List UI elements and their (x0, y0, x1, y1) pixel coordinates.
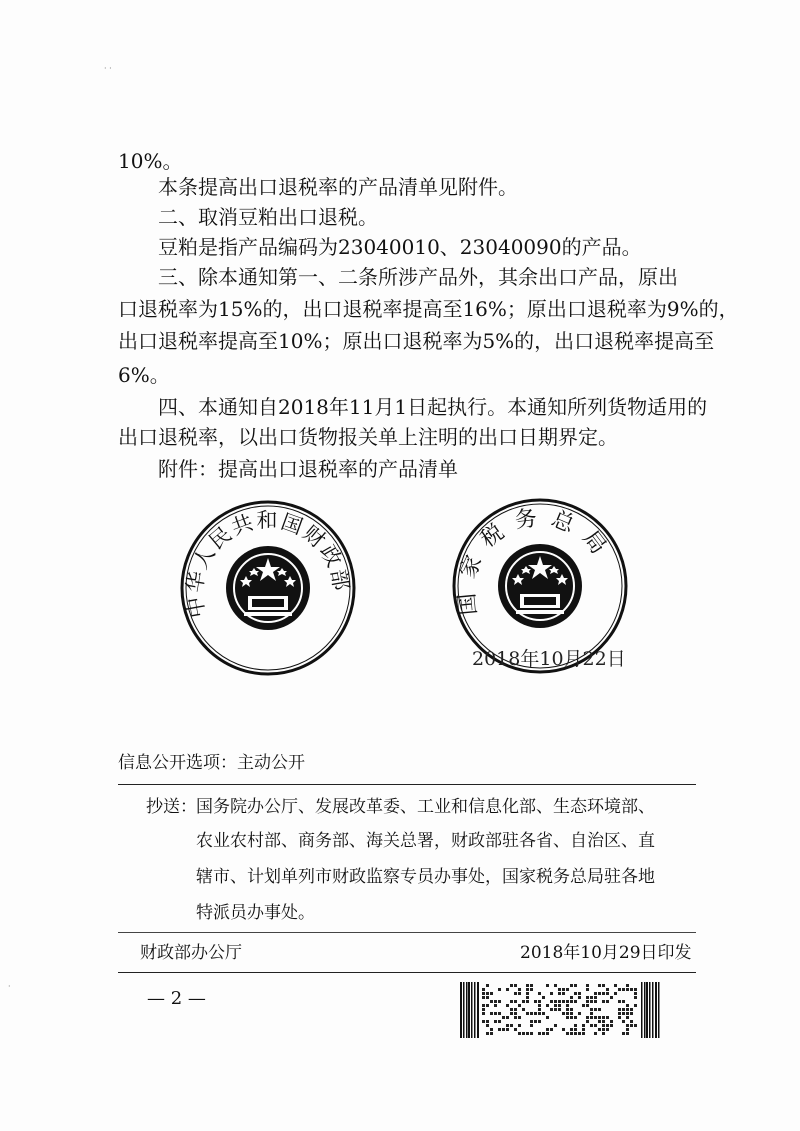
barcode-module (526, 992, 529, 995)
right-seal-text: 国家税务总局 (453, 505, 618, 617)
barcode-module (510, 1024, 513, 1027)
barcode-module (566, 1032, 569, 1035)
barcode-module (618, 1012, 621, 1015)
barcode-module (570, 1028, 573, 1031)
barcode-module (574, 1016, 577, 1019)
barcode-module (554, 1024, 557, 1027)
barcode-module (590, 1016, 593, 1019)
barcode-module (482, 1012, 485, 1015)
barcode-module (602, 1024, 605, 1027)
barcode-module (582, 1004, 585, 1007)
barcode-module (502, 1028, 505, 1031)
cc-line-2: 农业农村部、商务部、海关总署，财政部驻各省、自治区、直 (196, 831, 655, 851)
barcode-module (538, 992, 541, 995)
barcode-module (622, 1032, 625, 1035)
barcode-module (590, 1024, 593, 1027)
barcode-module (578, 1012, 581, 1015)
body-line-7: 出口退税率提高至10%；原出口退税率为5%的，出口退税率提高至 (118, 329, 715, 353)
barcode-module (538, 1008, 541, 1011)
barcode-module (618, 988, 621, 991)
barcode-module (602, 984, 605, 987)
seal-date: 2018年10月22日 (472, 648, 626, 670)
barcode-module (578, 996, 581, 999)
barcode-module (614, 992, 617, 995)
barcode-module (566, 1016, 569, 1019)
barcode-module (542, 996, 545, 999)
barcode-module (606, 1028, 609, 1031)
barcode-module (514, 1008, 517, 1011)
body-line-10: 出口退税率，以出口货物报关单上注明的出口日期界定。 (118, 425, 618, 449)
barcode-module (514, 1000, 517, 1003)
body-line-6: 口退税率为15%的，出口退税率提高至16%；原出口退税率为9%的， (118, 297, 739, 321)
barcode-module (526, 996, 529, 999)
barcode-module (586, 1004, 589, 1007)
body-line-3: 二、取消豆粕出口退税。 (158, 205, 378, 229)
barcode-module (602, 992, 605, 995)
barcode-module (538, 1032, 541, 1035)
barcode-module (482, 1004, 485, 1007)
barcode-module (538, 1000, 541, 1003)
barcode-module (510, 1012, 513, 1015)
barcode-module (586, 1020, 589, 1023)
barcode-module (534, 1000, 537, 1003)
barcode-module (630, 1020, 633, 1023)
barcode-module (486, 996, 489, 999)
barcode-module (610, 1020, 613, 1023)
barcode-module (574, 984, 577, 987)
barcode-module (510, 984, 513, 987)
barcode-module (590, 1012, 593, 1015)
barcode-module (582, 1028, 585, 1031)
barcode-module (586, 984, 589, 987)
barcode-module (598, 1020, 601, 1023)
barcode-module (550, 992, 553, 995)
barcode-module (586, 996, 589, 999)
body-line-9: 四、本通知自2018年11月1日起执行。本通知所列货物适用的 (158, 395, 708, 419)
barcode-module (534, 1012, 537, 1015)
barcode-bar (655, 982, 657, 1038)
barcode-module (498, 1020, 501, 1023)
barcode-module (630, 988, 633, 991)
barcode-module (622, 988, 625, 991)
barcode-module (546, 1016, 549, 1019)
body-line-5: 三、除本通知第一、二条所涉产品外，其余出口产品，原出 (158, 265, 678, 289)
barcode-module (566, 1008, 569, 1011)
barcode-module (634, 1024, 637, 1027)
barcode-module (594, 1024, 597, 1027)
barcode-module (598, 1028, 601, 1031)
barcode-module (550, 1008, 553, 1011)
barcode-module (562, 992, 565, 995)
barcode-module (570, 1000, 573, 1003)
barcode-module (630, 1012, 633, 1015)
barcode-module (570, 1032, 573, 1035)
barcode-module (598, 984, 601, 987)
barcode-module (538, 1012, 541, 1015)
barcode-module (606, 992, 609, 995)
barcode-module (514, 992, 517, 995)
barcode-bar (474, 982, 476, 1038)
barcode-module (526, 984, 529, 987)
barcode-module (530, 1020, 533, 1023)
barcode-module (582, 1024, 585, 1027)
divider-middle (118, 932, 696, 933)
barcode-module (490, 1012, 493, 1015)
barcode-module (614, 984, 617, 987)
barcode-module (594, 1016, 597, 1019)
left-seal-text: 中华人民共和国财政部 (182, 508, 354, 620)
cc-line-1: 国务院办公厅、发展改革委、工业和信息化部、生态环境部、 (196, 797, 655, 817)
barcode-module (566, 988, 569, 991)
barcode-module (554, 1008, 557, 1011)
barcode-module (626, 1016, 629, 1019)
barcode-module (486, 984, 489, 987)
barcode-module (510, 1000, 513, 1003)
barcode-module (498, 1000, 501, 1003)
barcode-module (554, 1000, 557, 1003)
barcode-bar (460, 982, 462, 1038)
barcode-module (626, 1004, 629, 1007)
barcode-bar (471, 982, 473, 1038)
barcode-module (502, 1016, 505, 1019)
barcode-module (622, 1012, 625, 1015)
barcode-module (602, 1020, 605, 1023)
barcode-module (558, 992, 561, 995)
barcode-module (586, 1016, 589, 1019)
barcode-module (494, 1020, 497, 1023)
barcode-module (606, 988, 609, 991)
barcode-module (570, 984, 573, 987)
barcode-module (506, 1024, 509, 1027)
barcode-module (518, 1004, 521, 1007)
barcode-module (606, 1000, 609, 1003)
barcode-module (490, 992, 493, 995)
barcode-module (550, 1000, 553, 1003)
national-emblem-icon (498, 544, 582, 628)
barcode-bar (468, 982, 470, 1038)
barcode-module (506, 1028, 509, 1031)
barcode-module (530, 988, 533, 991)
body-line-2: 本条提高出口退税率的产品清单见附件。 (158, 175, 518, 199)
barcode-module (574, 1024, 577, 1027)
barcode-module (538, 1020, 541, 1023)
barcode-module (602, 1000, 605, 1003)
barcode-module (486, 1004, 489, 1007)
barcode-module (530, 1032, 533, 1035)
barcode-module (570, 1016, 573, 1019)
barcode-module (486, 1032, 489, 1035)
barcode-module (570, 1008, 573, 1011)
barcode-module (506, 1004, 509, 1007)
barcode-module (482, 992, 485, 995)
barcode-module (626, 988, 629, 991)
body-line-8: 6%。 (118, 363, 170, 387)
body-line-4: 豆粕是指产品编码为23040010、23040090的产品。 (158, 235, 642, 259)
barcode-module (558, 1000, 561, 1003)
barcode-module (554, 1004, 557, 1007)
cc-line-3: 辖市、计划单列市财政监察专员办事处，国家税务总局驻各地 (196, 867, 655, 887)
barcode-module (598, 1016, 601, 1019)
barcode-module (594, 992, 597, 995)
barcode-module (618, 1016, 621, 1019)
barcode-module (602, 1028, 605, 1031)
barcode-module (514, 1028, 517, 1031)
barcode-module (550, 1028, 553, 1031)
ministry-of-finance-seal (178, 498, 358, 678)
barcode-module (534, 1020, 537, 1023)
barcode-module (594, 1032, 597, 1035)
barcode-module (506, 1016, 509, 1019)
barcode-bar (463, 982, 465, 1038)
barcode-module (518, 992, 521, 995)
barcode-module (626, 1012, 629, 1015)
barcode-module (602, 1016, 605, 1019)
barcode-module (526, 1012, 529, 1015)
barcode-module (606, 1024, 609, 1027)
barcode-module (578, 1032, 581, 1035)
barcode-module (626, 1028, 629, 1031)
barcode-bar (466, 982, 468, 1038)
barcode-module (482, 1008, 485, 1011)
cc-label: 抄送： (146, 797, 197, 817)
barcode-module (558, 988, 561, 991)
barcode-module (626, 984, 629, 987)
barcode-bar (658, 982, 660, 1038)
barcode-module (494, 1000, 497, 1003)
barcode-module (554, 984, 557, 987)
barcode (460, 982, 660, 1038)
cc-line-4: 特派员办事处。 (196, 903, 315, 923)
barcode-module (518, 1024, 521, 1027)
barcode-module (518, 988, 521, 991)
barcode-module (570, 1012, 573, 1015)
barcode-module (546, 984, 549, 987)
barcode-module (490, 1000, 493, 1003)
barcode-module (618, 1008, 621, 1011)
barcode-module (634, 996, 637, 999)
barcode-module (630, 1024, 633, 1027)
barcode-module (610, 1024, 613, 1027)
barcode-module (610, 996, 613, 999)
barcode-module (626, 1008, 629, 1011)
barcode-module (546, 1004, 549, 1007)
scan-speck: · · (104, 64, 112, 73)
barcode-module (526, 988, 529, 991)
barcode-module (586, 988, 589, 991)
barcode-module (514, 1012, 517, 1015)
barcode-module (530, 984, 533, 987)
barcode-module (618, 1000, 621, 1003)
barcode-module (622, 1020, 625, 1023)
barcode-module (526, 1032, 529, 1035)
barcode-module (566, 1012, 569, 1015)
barcode-module (602, 1032, 605, 1035)
barcode-bar (649, 982, 651, 1038)
barcode-module (558, 1004, 561, 1007)
barcode-module (566, 1000, 569, 1003)
barcode-bar (477, 982, 479, 1038)
barcode-module (530, 1012, 533, 1015)
barcode-bar (644, 982, 646, 1038)
barcode-module (490, 1028, 493, 1031)
barcode-module (546, 1028, 549, 1031)
barcode-module (586, 1000, 589, 1003)
page-number: — 2 — (147, 988, 206, 1009)
scan-speck: · (8, 982, 11, 991)
barcode-bar (652, 982, 654, 1038)
barcode-module (590, 996, 593, 999)
barcode-module (514, 1016, 517, 1019)
barcode-module (486, 1020, 489, 1023)
barcode-module (598, 1008, 601, 1011)
barcode-module (622, 1008, 625, 1011)
barcode-module (498, 1012, 501, 1015)
barcode-module (506, 988, 509, 991)
barcode-module (518, 1016, 521, 1019)
body-line-1: 10%。 (118, 149, 183, 173)
barcode-module (598, 992, 601, 995)
divider-top (118, 784, 696, 785)
barcode-module (514, 984, 517, 987)
barcode-module (546, 1032, 549, 1035)
issue-date: 2018年10月29日印发 (520, 943, 692, 963)
barcode-module (542, 1032, 545, 1035)
barcode-bar (641, 982, 643, 1038)
barcode-module (530, 1024, 533, 1027)
barcode-module (522, 1008, 525, 1011)
barcode-module (630, 1008, 633, 1011)
barcode-module (526, 1000, 529, 1003)
barcode-module (594, 1008, 597, 1011)
barcode-module (626, 1024, 629, 1027)
barcode-module (562, 1028, 565, 1031)
barcode-module (634, 1004, 637, 1007)
barcode-module (498, 988, 501, 991)
barcode-bar (646, 982, 648, 1038)
barcode-module (582, 1032, 585, 1035)
barcode-module (622, 1000, 625, 1003)
barcode-module (486, 992, 489, 995)
barcode-module (574, 1032, 577, 1035)
barcode-module (562, 1012, 565, 1015)
national-emblem-icon (226, 546, 310, 630)
barcode-module (594, 1000, 597, 1003)
barcode-module (634, 988, 637, 991)
barcode-module (590, 1008, 593, 1011)
disclosure-option: 信息公开选项：主动公开 (118, 753, 305, 773)
issuer: 财政部办公厅 (140, 943, 242, 963)
barcode-module (574, 992, 577, 995)
barcode-module (522, 1032, 525, 1035)
divider-bottom (118, 972, 696, 973)
barcode-module (574, 1028, 577, 1031)
barcode-module (594, 996, 597, 999)
barcode-module (574, 1000, 577, 1003)
barcode-module (498, 1028, 501, 1031)
barcode-module (566, 1004, 569, 1007)
barcode-module (562, 1000, 565, 1003)
attachment-line: 附件：提高出口退税率的产品清单 (158, 457, 458, 481)
barcode-module (490, 1032, 493, 1035)
barcode-module (570, 996, 573, 999)
barcode-module (482, 988, 485, 991)
barcode-module (494, 1004, 497, 1007)
barcode-module (522, 1000, 525, 1003)
barcode-module (578, 992, 581, 995)
barcode-module (482, 996, 485, 999)
barcode-module (626, 1032, 629, 1035)
barcode-module (494, 1012, 497, 1015)
barcode-module (538, 1004, 541, 1007)
barcode-module (510, 1008, 513, 1011)
barcode-module (562, 988, 565, 991)
barcode-module (590, 1000, 593, 1003)
barcode-module (558, 1008, 561, 1011)
barcode-module (542, 1012, 545, 1015)
barcode-module (518, 1032, 521, 1035)
barcode-module (634, 992, 637, 995)
barcode-module (606, 1016, 609, 1019)
barcode-module (486, 1024, 489, 1027)
barcode-module (482, 1020, 485, 1023)
